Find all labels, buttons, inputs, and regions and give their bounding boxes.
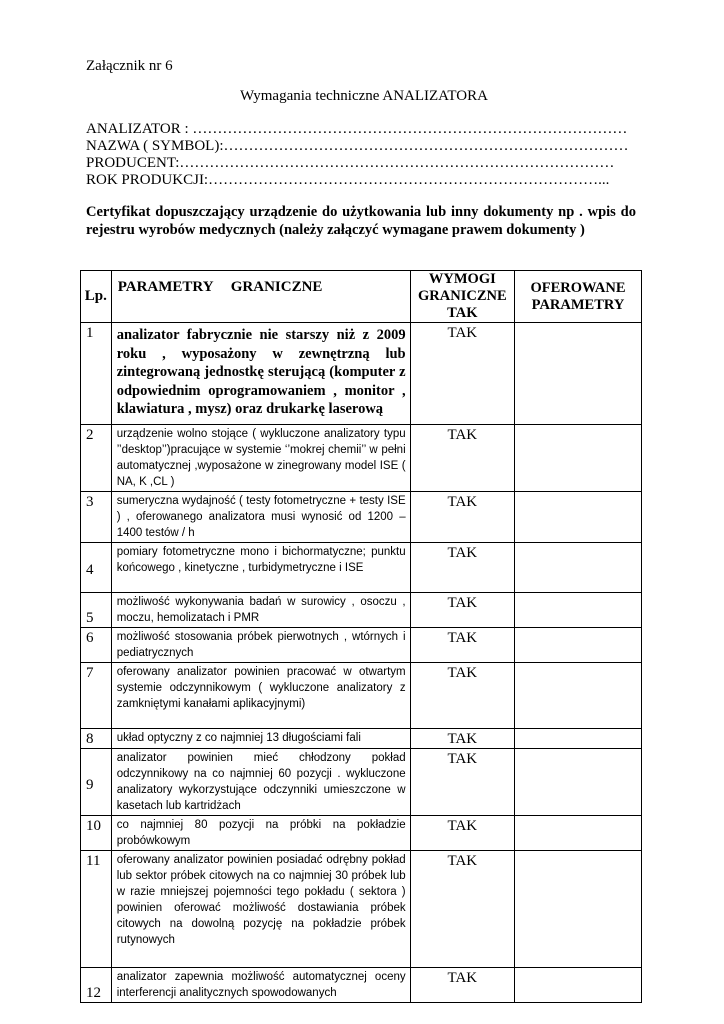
row-parameter: analizator fabrycznie nie starszy niż z 2009 roku , wyposażony w zewnętrzną lub zintegrowaną jednostkę sterującą (komputer z odpowiednim oprogramowaniem , monitor , klawiatura , mysz) oraz drukarkę laserową [111, 323, 410, 425]
row-number: 6 [81, 628, 112, 663]
row-parameter: sumeryczna wydajność ( testy fotometryczne + testy ISE ) , oferowanego analizatora musi wynosić od 1200 – 1400 testów / h [111, 492, 410, 543]
table-row [81, 816, 642, 851]
row-offered-input[interactable] [515, 729, 642, 749]
row-offered-input[interactable] [515, 492, 642, 543]
table-row [81, 543, 642, 593]
row-required: TAK [410, 492, 514, 543]
row-required: TAK [410, 663, 514, 729]
row-parameter: analizator powinien mieć chłodzony pokład odczynnikowy na co najmniej 60 pozycji . wykluczone analizatory wykorzystujące odczynniki umieszczone w kasetach lub kartridżach [111, 749, 410, 816]
row-offered-input[interactable] [515, 663, 642, 729]
certificate-note: Certyfikat dopuszczający urządzenie do użytkowania lub inny dokumenty np . wpis do rejestru wyrobów medycznych (należy załączyć wymagane prawem dokumenty ) [86, 204, 636, 238]
row-number: 8 [81, 729, 112, 749]
row-parameter: pomiary fotometryczne mono i bichormatyczne; punktu końcowego , kinetyczne , turbidymetryczne i ISE [111, 543, 410, 593]
row-required: TAK [410, 729, 514, 749]
row-number: 11 [81, 851, 112, 968]
table-row [81, 729, 642, 749]
row-parameter: oferowany analizator powinien posiadać odrębny pokład lub sektor próbek citowych na co najmniej 30 próbek lub w razie mniejszej pojemności tego pokładu ( sektora ) powinien oferować możliwość dostawiania próbek citowych na dowolną pozycję na pokładzie próbek rutynowych [111, 851, 410, 968]
row-offered-input[interactable] [515, 749, 642, 816]
row-parameter: możliwość wykonywania badań w surowicy , osoczu , moczu, hemolizatach i PMR [111, 593, 410, 628]
header-required: WYMOGI GRANICZNE TAK [410, 271, 514, 323]
row-number: 2 [81, 425, 112, 492]
row-offered-input[interactable] [515, 543, 642, 593]
row-parameter: oferowany analizator powinien pracować w otwartym systemie odczynnikowym ( wykluczone analizatory z zamkniętymi kanałami aplikacyjnymi) [111, 663, 410, 729]
header-lp: Lp. [81, 271, 112, 323]
row-parameter: urządzenie wolno stojące ( wykluczone analizatory typu ’’desktop’’)pracujące w systemie ‘’mokrej chemii’’ w pełni automatycznej ,wyposażone w zinegrowany model ISE ( NA, K ,CL ) [111, 425, 410, 492]
row-required: TAK [410, 323, 514, 425]
row-parameter: możliwość stosowania próbek pierwotnych , wtórnych i pediatrycznych [111, 628, 410, 663]
row-required: TAK [410, 543, 514, 593]
document-title: Wymagania techniczne ANALIZATORA [240, 88, 488, 104]
row-number: 1 [81, 323, 112, 425]
row-required: TAK [410, 593, 514, 628]
row-required: TAK [410, 749, 514, 816]
row-required: TAK [410, 968, 514, 1003]
row-offered-input[interactable] [515, 628, 642, 663]
table-row [81, 663, 642, 729]
row-parameter: analizator zapewnia możliwość automatycznej oceny interferencji analitycznych spowodowanych [111, 968, 410, 1003]
row-required: TAK [410, 628, 514, 663]
table-row [81, 628, 642, 663]
row-number: 7 [81, 663, 112, 729]
row-required: TAK [410, 816, 514, 851]
header-offered: OFEROWANE PARAMETRY [515, 271, 642, 323]
requirements-table [80, 270, 642, 1003]
attachment-label: Załącznik nr 6 [86, 58, 173, 74]
table-row [81, 323, 642, 425]
row-number: 12 [81, 968, 112, 1003]
row-number: 3 [81, 492, 112, 543]
field-producer: PRODUCENT:…………………………………………………………………………… [86, 155, 615, 171]
row-parameter: co najmniej 80 pozycji na próbki na pokładzie probówkowym [111, 816, 410, 851]
table-row [81, 851, 642, 968]
table-row [81, 492, 642, 543]
row-offered-input[interactable] [515, 816, 642, 851]
table-row [81, 425, 642, 492]
row-offered-input[interactable] [515, 323, 642, 425]
row-number: 5 [81, 593, 112, 628]
row-required: TAK [410, 425, 514, 492]
row-offered-input[interactable] [515, 968, 642, 1003]
row-parameter: układ optyczny z co najmniej 13 długościami fali [111, 729, 410, 749]
row-number: 9 [81, 749, 112, 816]
table-header-row [81, 271, 642, 323]
field-analyzer: ANALIZATOR : …………………………………………………………………………… [86, 121, 628, 137]
header-params: PARAMETRY GRANICZNE [111, 271, 410, 323]
table-row [81, 968, 642, 1003]
row-offered-input[interactable] [515, 425, 642, 492]
field-production-year: ROK PRODUKCJI:……………………………………………………………………... [86, 172, 610, 188]
field-name-symbol: NAZWA ( SYMBOL):……………………………………………………………………… [86, 138, 629, 154]
row-offered-input[interactable] [515, 593, 642, 628]
row-number: 10 [81, 816, 112, 851]
table-row [81, 749, 642, 816]
row-number: 4 [81, 543, 112, 593]
row-offered-input[interactable] [515, 851, 642, 968]
row-required: TAK [410, 851, 514, 968]
table-row [81, 593, 642, 628]
